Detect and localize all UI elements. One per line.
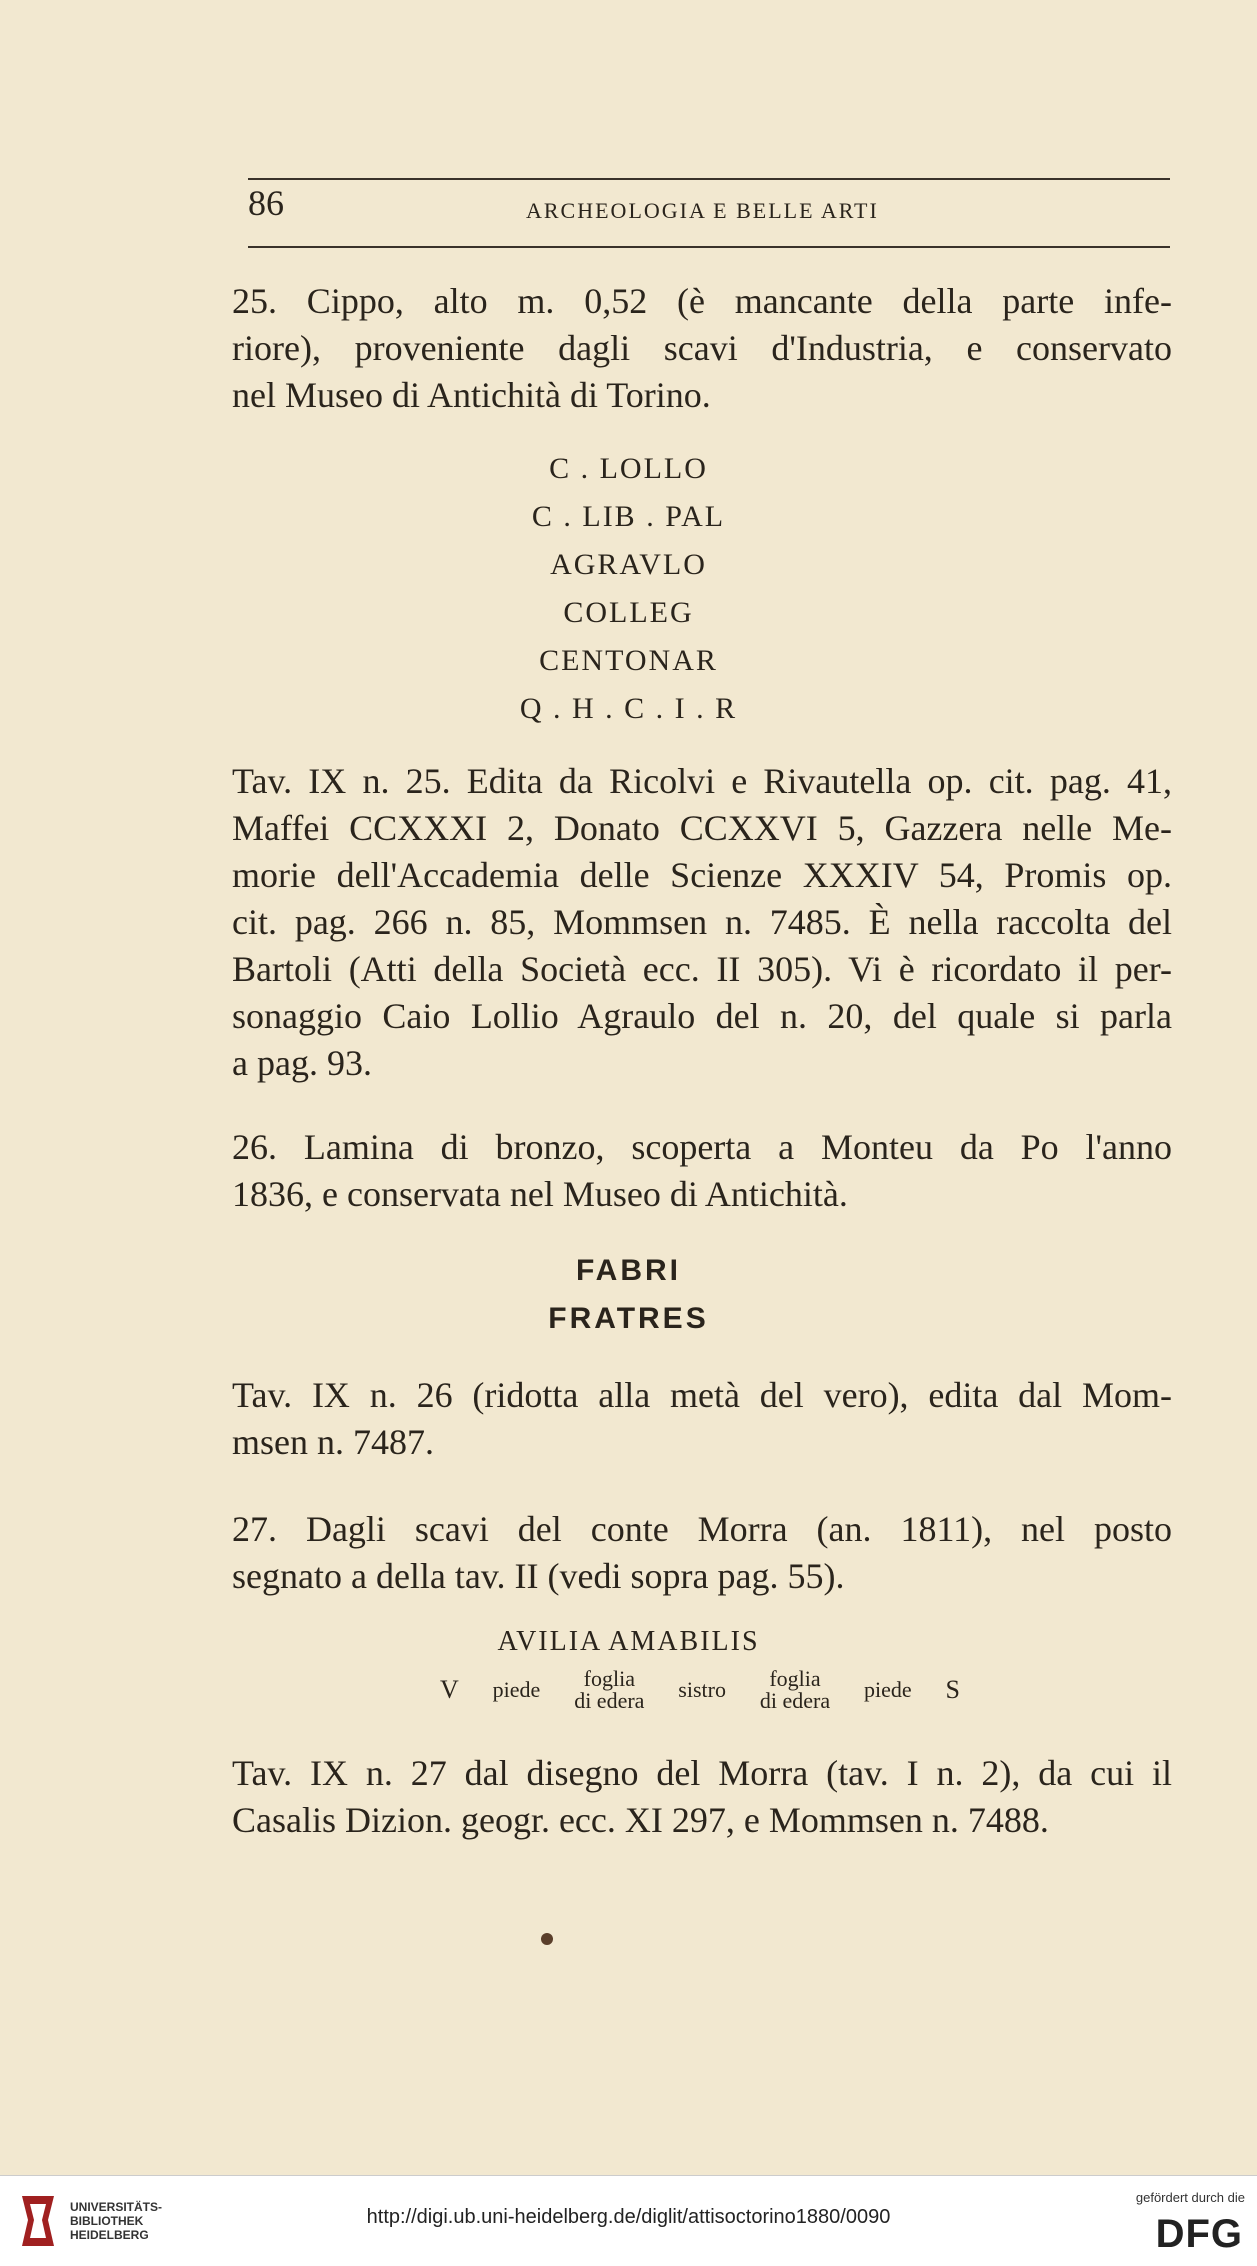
text-line: sonaggio Caio Lollio Agraulo del n. 20, del quale si parla [232,996,1172,1036]
text-line: 25. Cippo, alto m. 0,52 (è mancante della parte infe- [232,281,1172,321]
header-top-rule [248,178,1170,180]
note-25 [232,758,1172,1087]
text-line: 27. Dagli scavi del conte Morra (an. 1811), nel posto [232,1509,1172,1549]
library-line: BIBLIOTHEK [70,2214,144,2228]
inscription-line: C . LIB . PAL [531,500,726,533]
inscription-line: FABRI [576,1254,681,1287]
text-line: nel Museo di Antichità di Torino. [232,375,711,415]
letter-v: V [440,1675,459,1704]
page-number: 86 [248,183,284,223]
text-line: 1836, e conservata nel Museo di Antichità. [232,1174,848,1214]
letter-s: S [945,1675,960,1704]
inscription-figures [440,1668,960,1712]
piede-label: piede [492,1677,541,1702]
inscription-line: AVILIA AMABILIS [497,1626,760,1657]
inscription-line: CENTONAR [539,644,718,677]
running-title: ARCHEOLOGIA E BELLE ARTI [526,198,879,223]
library-line: HEIDELBERG [70,2228,149,2242]
entry-25 [232,278,1172,419]
text-line: msen n. 7487. [232,1422,434,1462]
page-url-link[interactable]: http://digi.ub.uni-heidelberg.de/diglit/attisoctorino1880/0090 [366,2206,891,2228]
text-line: morie dell'Accademia delle Scienze XXXIV 54, Promis op. [232,855,1172,895]
text-line: Casalis Dizion. geogr. ecc. XI 297, e Mommsen n. 7488. [232,1800,1049,1840]
text-line: riore), proveniente dagli scavi d'Industria, e conservato [232,328,1172,368]
text-line: segnato a della tav. II (vedi sopra pag. 55). [232,1556,845,1596]
inscription-line: Q . H . C . I . R [519,692,738,725]
piede-label: piede [863,1677,912,1702]
text-line: Tav. IX n. 27 dal disegno del Morra (tav. I n. 2), da cui il [232,1753,1172,1793]
sistro-label: sistro [678,1677,726,1702]
foglia-top: foglia [769,1666,821,1691]
inscription-line: AGRAVLO [550,548,707,581]
foglia-bottom: di edera [574,1688,645,1713]
text-line: Tav. IX n. 26 (ridotta alla metà del vero), edita dal Mom- [232,1375,1172,1415]
dfg-logo: DFG [1155,2212,1243,2256]
inscription-line: C . LOLLO [549,452,708,485]
note-27 [232,1750,1172,1844]
text-line: 26. Lamina di bronzo, scoperta a Monteu da Po l'anno [232,1127,1172,1167]
entry-26 [232,1124,1172,1218]
foglia-label [760,1668,830,1712]
note-26 [232,1372,1172,1466]
text-line: Maffei CCXXXI 2, Donato CCXXVI 5, Gazzera nelle Me- [232,808,1172,848]
foglia-top: foglia [583,1666,635,1691]
funding-label: gefördert durch die [1135,2190,1245,2205]
entry-27 [232,1506,1172,1600]
text-line: a pag. 93. [232,1043,372,1083]
text-line: cit. pag. 266 n. 85, Mommsen n. 7485. È nella raccolta del [232,902,1172,942]
inscription-line: COLLEG [563,596,694,629]
text-line: Bartoli (Atti della Società ecc. II 305). Vi è ricordato il per- [232,949,1172,989]
header-bottom-rule [248,246,1170,248]
viewer-footer [0,2175,1257,2266]
inscription-line: FRATRES [548,1302,709,1335]
library-line: UNIVERSITÄTS- [70,2200,163,2214]
foglia-bottom: di edera [759,1688,831,1713]
text-line: Tav. IX n. 25. Edita da Ricolvi e Rivautella op. cit. pag. 41, [232,761,1172,801]
ink-spot [541,1933,553,1945]
foglia-label [574,1668,644,1712]
